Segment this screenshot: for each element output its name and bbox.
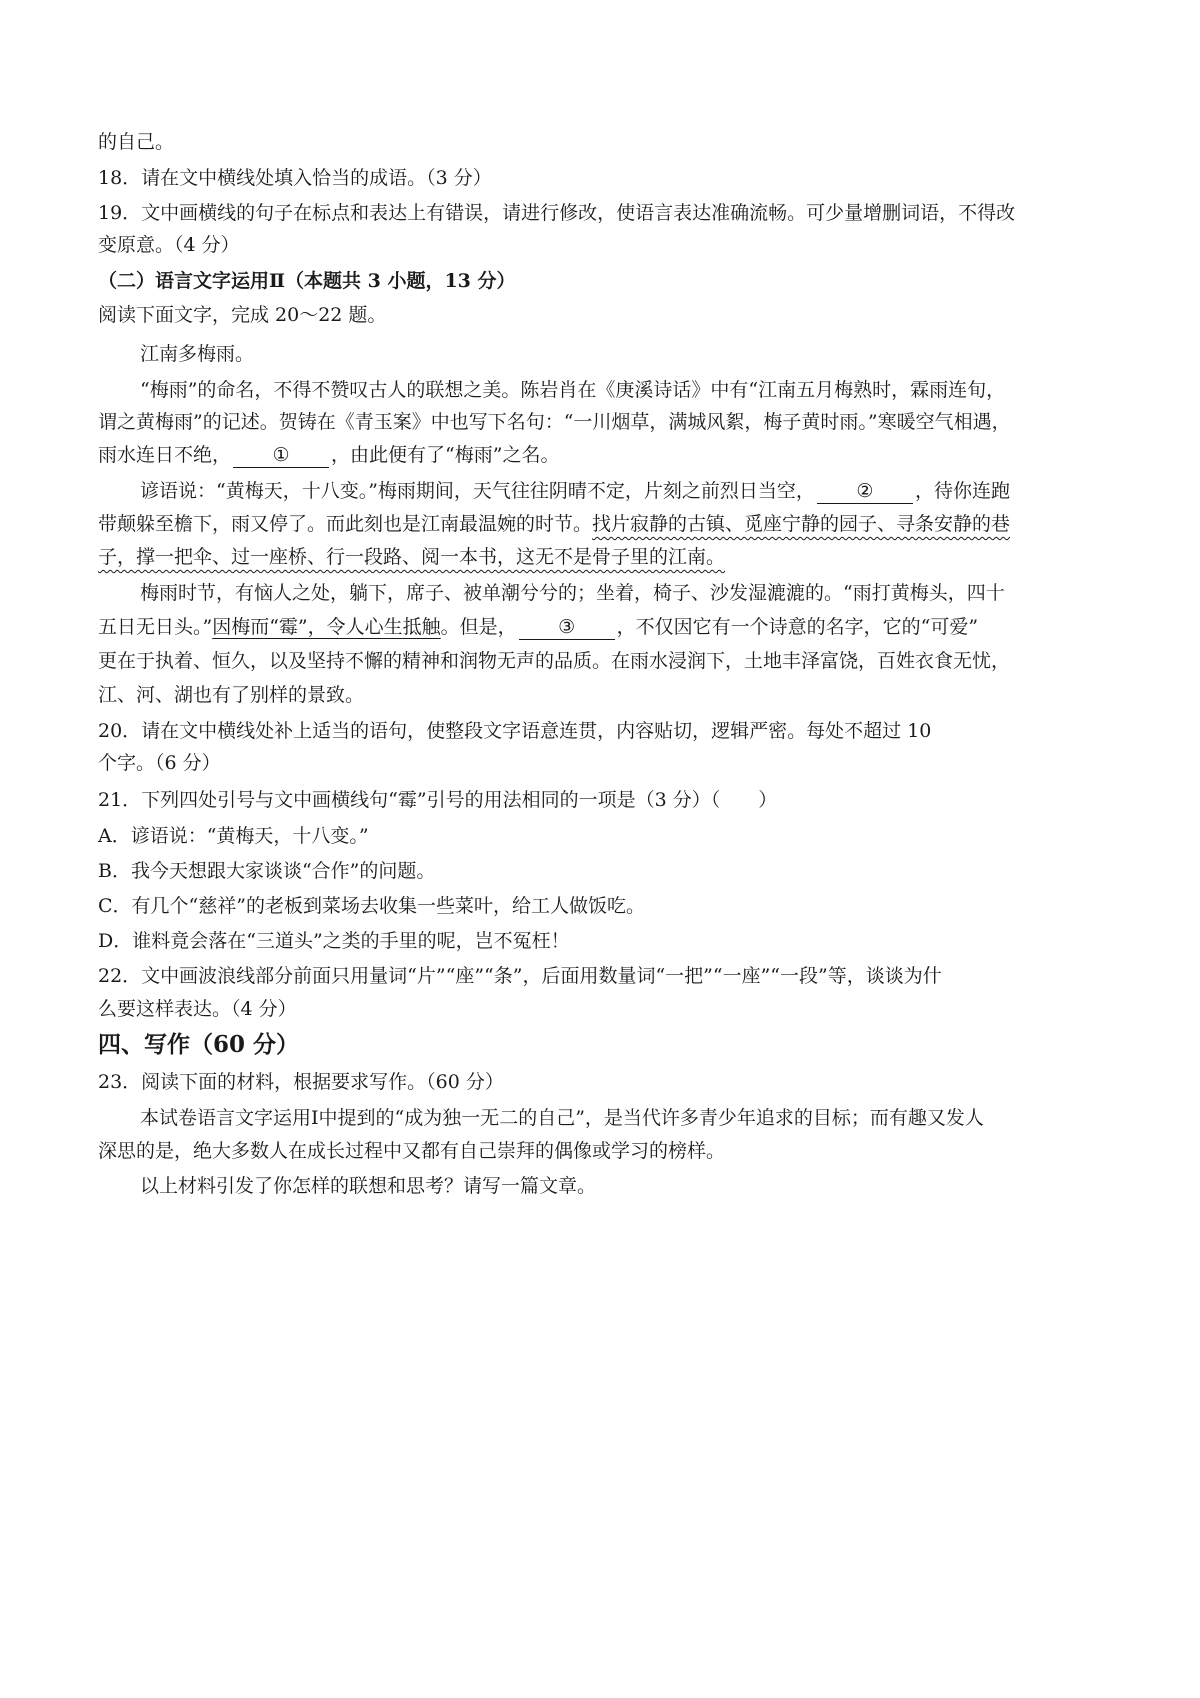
material-line: 本试卷语言文字运用Ⅰ中提到的“成为独一无二的自己”，是当代许多青少年追求的目标；而有趣又发人 bbox=[140, 1107, 984, 1129]
text-fragment: 带颠躲至檐下，雨又停了。而此刻也是江南最温婉的时节。 bbox=[98, 513, 593, 535]
passage-line bbox=[140, 477, 1010, 505]
question-23: 23．阅读下面的材料，根据要求写作。（60 分） bbox=[98, 1071, 504, 1093]
text-fragment: 谚语说：“黄梅天，十八变。”梅雨期间，天气往往阴晴不定，片刻之前烈日当空， bbox=[140, 480, 815, 502]
passage-line bbox=[98, 543, 725, 571]
passage-line bbox=[98, 441, 559, 469]
passage-line: 梅雨时节，有恼人之处，躺下，席子、被单潮兮兮的；坐着，椅子、沙发湿漉漉的。“雨打黄梅头，四十 bbox=[140, 582, 1005, 604]
text-fragment: ，待你连跑 bbox=[914, 480, 1010, 502]
wavy-underlined-text: 子，撑一把伞、过一座桥、行一段路、阅一本书，这无不是骨子里的江南。 bbox=[98, 546, 726, 568]
text-fragment: ，由此便有了“梅雨”之名。 bbox=[331, 444, 560, 466]
text-fragment: 五日无日头。” bbox=[98, 616, 213, 638]
text-fragment: ，不仅因它有一个诗意的名字，它的“可爱” bbox=[616, 616, 979, 638]
section-heading: （二）语言文字运用Ⅱ（本题共 3 小题，13 分） bbox=[98, 270, 516, 292]
underlined-sentence: 因梅而“霉”，令人心生抵触 bbox=[212, 616, 441, 638]
text-fragment: 。但是， bbox=[440, 616, 517, 638]
blank-2: ② bbox=[817, 479, 913, 504]
material-line: 深思的是，绝大多数人在成长过程中又都有自己崇拜的偶像或学习的榜样。 bbox=[98, 1140, 726, 1162]
question-18: 18．请在文中横线处填入恰当的成语。（3 分） bbox=[98, 167, 492, 189]
question-20-cont: 个字。（6 分） bbox=[98, 752, 221, 774]
question-20: 20．请在文中横线处补上适当的语句，使整段文字语意连贯，内容贴切，逻辑严密。每处不超过 10 bbox=[98, 720, 932, 742]
question-19-cont: 变原意。（4 分） bbox=[98, 234, 240, 256]
option-d: D．谁料竟会落在“三道头”之类的手里的呢，岂不冤枉！ bbox=[98, 930, 570, 952]
question-22: 22．文中画波浪线部分前面只用量词“片”“座”“条”，后面用数量词“一把”“一座”“一段”等，谈谈为什 bbox=[98, 965, 942, 987]
passage-line: 谓之黄梅雨”的记述。贺铸在《青玉案》中也写下名句：“一川烟草，满城风絮，梅子黄时雨。”寒暖空气相遇， bbox=[98, 411, 1011, 433]
wavy-underlined-text: 找片寂静的古镇、觅座宁静的园子、寻条安静的巷 bbox=[592, 513, 1011, 535]
question-21: 21．下列四处引号与文中画横线句“霉”引号的用法相同的一项是（3 分）（ ） bbox=[98, 789, 778, 811]
text-line: 的自己。 bbox=[98, 131, 175, 153]
option-a: A．谚语说：“黄梅天，十八变。” bbox=[98, 825, 369, 847]
passage-line: “梅雨”的命名，不得不赞叹古人的联想之美。陈岩肖在《庚溪诗话》中有“江南五月梅熟时，霖雨连旬， bbox=[140, 379, 1006, 401]
question-19: 19．文中画横线的句子在标点和表达上有错误，请进行修改，使语言表达准确流畅。可少量增删词语，不得改 bbox=[98, 202, 1016, 224]
question-22-cont: 么要这样表达。（4 分） bbox=[98, 998, 297, 1020]
passage-title: 江南多梅雨。 bbox=[140, 343, 255, 365]
blank-1: ① bbox=[233, 443, 329, 468]
section-heading-writing: 四、写作（60 分） bbox=[98, 1031, 300, 1058]
passage-line bbox=[98, 510, 1010, 538]
passage-line: 更在于执着、恒久，以及坚持不懈的精神和润物无声的品质。在雨水浸润下，土地丰泽富饶，百姓衣食无忧， bbox=[98, 650, 1011, 672]
option-b: B．我今天想跟大家谈谈“合作”的问题。 bbox=[98, 860, 436, 882]
passage-line: 江、河、湖也有了别样的景致。 bbox=[98, 684, 365, 706]
option-c: C．有几个“慈祥”的老板到菜场去收集一些菜叶，给工人做饭吃。 bbox=[98, 895, 645, 917]
blank-3: ③ bbox=[519, 615, 615, 640]
passage-line bbox=[98, 613, 978, 641]
text-fragment: 雨水连日不绝， bbox=[98, 444, 232, 466]
material-line: 以上材料引发了你怎样的联想和思考？请写一篇文章。 bbox=[140, 1175, 597, 1197]
instruction: 阅读下面文字，完成 20～22 题。 bbox=[98, 304, 387, 326]
